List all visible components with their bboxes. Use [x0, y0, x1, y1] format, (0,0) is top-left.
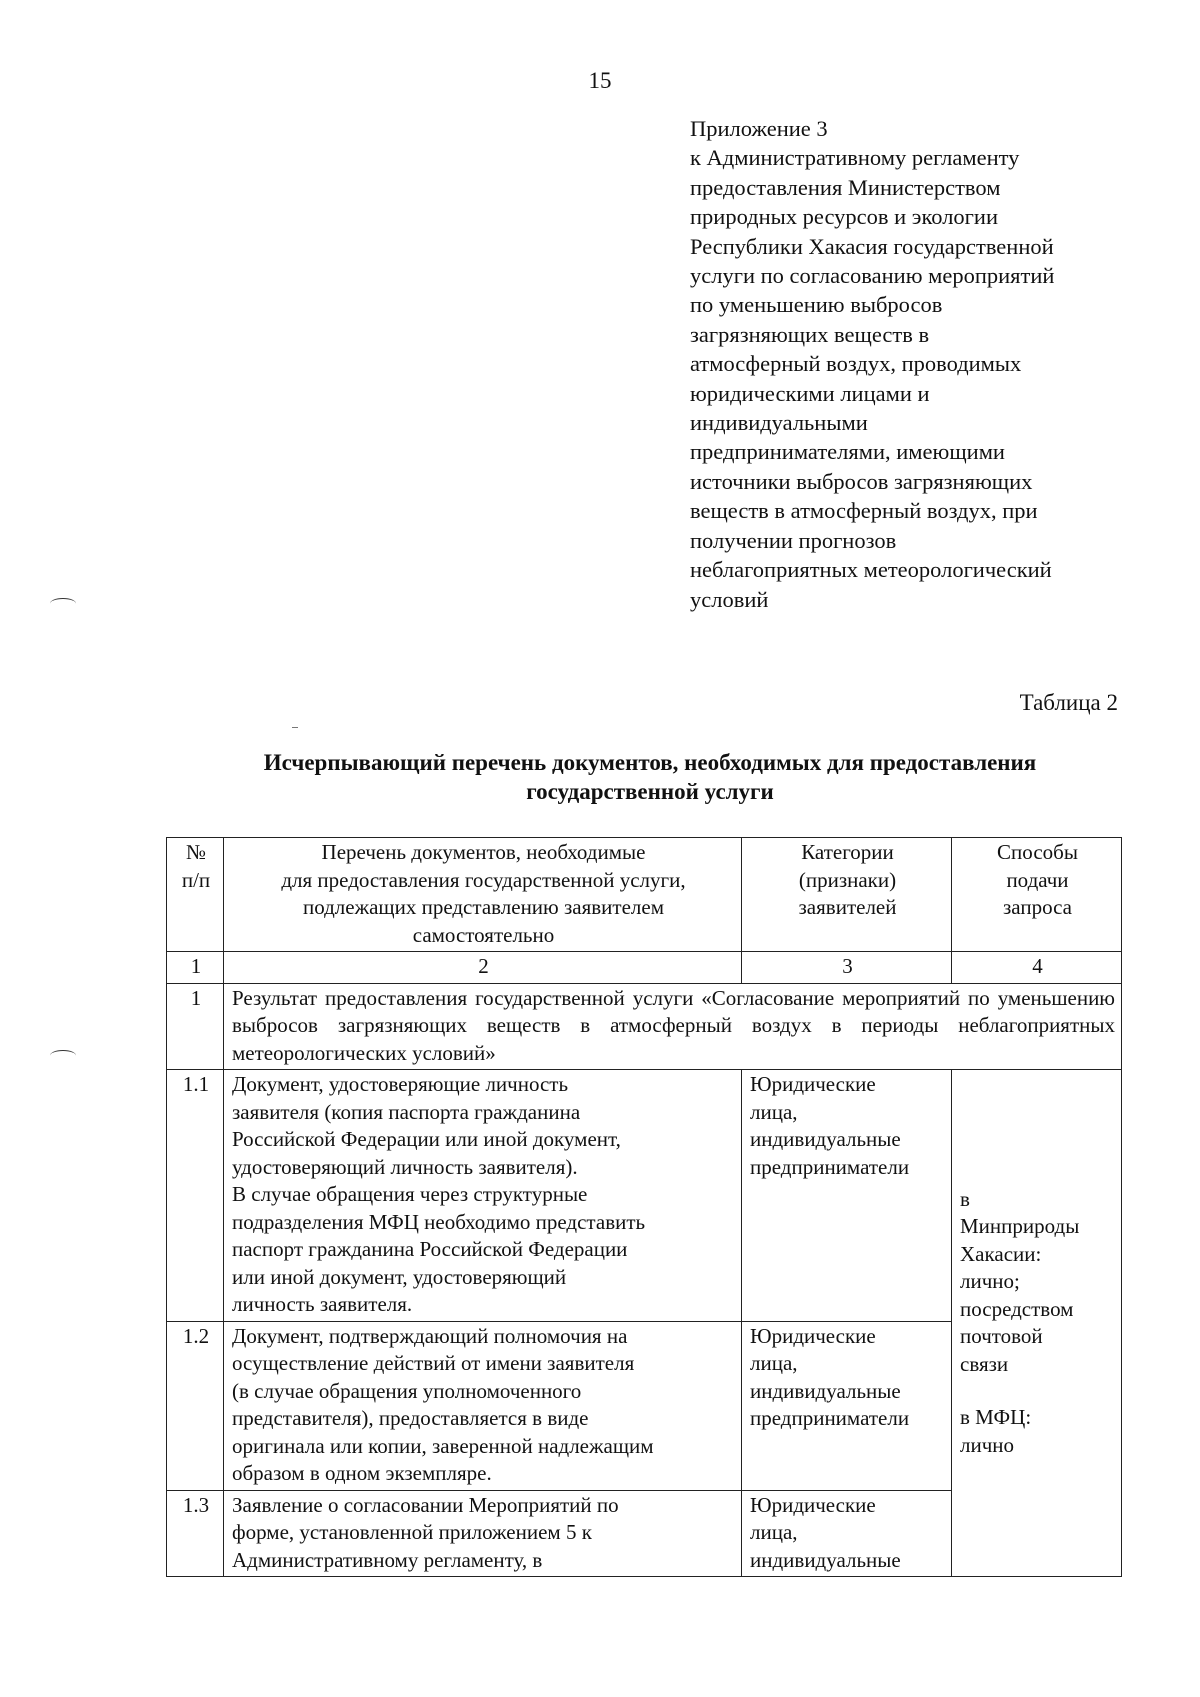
- header-cell-categories: [742, 838, 952, 952]
- appendix-line: веществ в атмосферный воздух, при: [690, 498, 1038, 524]
- row-document-line: (в случае обращения уполномоченного: [232, 1378, 582, 1403]
- row-document-line: или иной документ, удостоверяющий: [232, 1264, 567, 1289]
- row-document: [224, 1490, 742, 1577]
- appendix-line: услуги по согласованию мероприятий: [690, 263, 1055, 289]
- header-text: запроса: [1003, 895, 1072, 919]
- appendix-heading: [690, 114, 1140, 614]
- appendix-line: атмосферный воздух, проводимых: [690, 351, 1022, 377]
- header-cell-number: [167, 838, 224, 952]
- method-line: лично;: [960, 1269, 1020, 1294]
- method-line: Минприроды: [960, 1214, 1080, 1239]
- spacer: [960, 1378, 1115, 1404]
- appendix-line: Приложение 3: [690, 116, 828, 141]
- row-document-line: форме, установленной приложением 5 к: [232, 1520, 592, 1544]
- header-text: №: [185, 840, 207, 864]
- row-document-line: заявителя (копия паспорта гражданина: [232, 1099, 581, 1124]
- row-document-line: Документ, удостоверяющие личность: [232, 1072, 569, 1096]
- header-text: самостоятельно: [412, 922, 555, 947]
- row-category-line: индивидуальные: [750, 1127, 901, 1151]
- row-document-line: удостоверяющий личность заявителя).: [232, 1154, 578, 1179]
- appendix-line: юридическими лицами и: [690, 380, 930, 406]
- appendix-line: загрязняющих веществ в: [690, 321, 930, 347]
- row-document-line: оригинала или копии, заверенной надлежащим: [232, 1433, 654, 1458]
- section-number: 1: [167, 983, 224, 1070]
- scan-mark: [50, 598, 76, 609]
- column-number: 4: [952, 952, 1122, 984]
- row-category-line: лица,: [750, 1351, 798, 1375]
- header-text: для предоставления государственной услуги,: [281, 867, 686, 892]
- row-document-line: В случае обращения через структурные: [232, 1182, 588, 1206]
- ministry-method: [960, 1186, 1115, 1379]
- section-title: Результат предоставления государственной услуги «Согласование мероприятий по уменьшению выбросов загрязняющих веществ в атмосферный воздух в периоды неблагоприятных метеорологических условий»: [224, 983, 1122, 1070]
- row-category-line: индивидуальные: [750, 1378, 901, 1403]
- appendix-line: Республики Хакасия государственной: [690, 233, 1054, 259]
- row-category-line: Юридические: [750, 1323, 876, 1348]
- row-category: [742, 1490, 952, 1577]
- appendix-line: к Административному регламенту: [690, 145, 1020, 171]
- header-text: заявителей: [798, 895, 897, 919]
- row-category-line: Юридические: [750, 1492, 876, 1517]
- page-number: 15: [588, 68, 612, 93]
- row-document: [224, 1321, 742, 1490]
- column-number: 3: [742, 952, 952, 984]
- appendix-line: индивидуальными: [690, 410, 868, 436]
- table-row: [167, 1070, 1122, 1322]
- row-number: 1.1: [167, 1070, 224, 1322]
- row-category-line: лица,: [750, 1520, 798, 1544]
- header-cell-methods: [952, 838, 1122, 952]
- appendix-line: условий: [690, 586, 769, 612]
- method-line: лично: [960, 1432, 1015, 1457]
- document-title: [120, 748, 1180, 806]
- appendix-line: неблагоприятных метеорологический: [690, 557, 1052, 583]
- scan-mark: [50, 1050, 76, 1061]
- appendix-line: по уменьшению выбросов: [690, 292, 943, 318]
- appendix-line: источники выбросов загрязняющих: [690, 468, 1033, 494]
- column-number: 2: [224, 952, 742, 984]
- row-category-line: индивидуальные: [750, 1547, 901, 1572]
- method-line: почтовой: [960, 1324, 1043, 1349]
- table-header-row: [167, 838, 1122, 952]
- row-document: [224, 1070, 742, 1322]
- row-document-line: Заявление о согласовании Мероприятий по: [232, 1492, 619, 1517]
- header-text: Способы: [997, 840, 1078, 864]
- header-text: Категории: [801, 840, 894, 864]
- table-label: Таблица 2: [1019, 690, 1118, 715]
- submission-methods: [952, 1070, 1122, 1577]
- method-line: Хакасии:: [960, 1241, 1042, 1266]
- header-text: п/п: [181, 867, 211, 892]
- header-text: Перечень документов, необходимые: [321, 840, 646, 864]
- row-number: 1.2: [167, 1321, 224, 1490]
- row-document-line: образом в одном экземпляре.: [232, 1461, 492, 1485]
- mfc-method: [960, 1404, 1115, 1459]
- scan-dot: [292, 727, 298, 728]
- row-document-line: личность заявителя.: [232, 1292, 413, 1316]
- column-number-row: [167, 952, 1122, 984]
- row-number: 1.3: [167, 1490, 224, 1577]
- header-cell-documents: [224, 838, 742, 952]
- row-document-line: представителя), предоставляется в виде: [232, 1406, 589, 1430]
- method-line: связи: [960, 1351, 1009, 1376]
- row-document-line: Документ, подтверждающий полномочия на: [232, 1323, 628, 1348]
- row-category: [742, 1070, 952, 1322]
- row-document-line: паспорт гражданина Российской Федерации: [232, 1237, 628, 1261]
- header-text: подачи: [1006, 867, 1069, 892]
- appendix-line: предпринимателями, имеющими: [690, 439, 1005, 465]
- section-row: [167, 983, 1122, 1070]
- title-line: государственной услуги: [526, 779, 774, 804]
- row-category: [742, 1321, 952, 1490]
- row-document-line: Административному регламенту, в: [232, 1547, 543, 1572]
- documents-table: [166, 837, 1122, 1577]
- header-text: (признаки): [798, 867, 897, 892]
- row-category-line: Юридические: [750, 1072, 876, 1096]
- header-text: подлежащих представлению заявителем: [302, 895, 665, 919]
- appendix-line: природных ресурсов и экологии: [690, 204, 998, 230]
- column-number: 1: [167, 952, 224, 984]
- appendix-line: предоставления Министерством: [690, 174, 1001, 200]
- method-line: посредством: [960, 1296, 1074, 1321]
- appendix-line: получении прогнозов: [690, 527, 897, 553]
- method-line: в МФЦ:: [960, 1405, 1032, 1430]
- method-line: в: [960, 1186, 970, 1211]
- row-category-line: лица,: [750, 1099, 798, 1124]
- row-category-line: предприниматели: [750, 1154, 910, 1179]
- row-document-line: Российской Федерации или иной документ,: [232, 1127, 621, 1151]
- row-category-line: предприниматели: [750, 1406, 910, 1430]
- title-line: Исчерпывающий перечень документов, необходимых для предоставления: [263, 750, 1037, 775]
- row-document-line: подразделения МФЦ необходимо представить: [232, 1209, 646, 1234]
- row-document-line: осуществление действий от имени заявителя: [232, 1351, 635, 1375]
